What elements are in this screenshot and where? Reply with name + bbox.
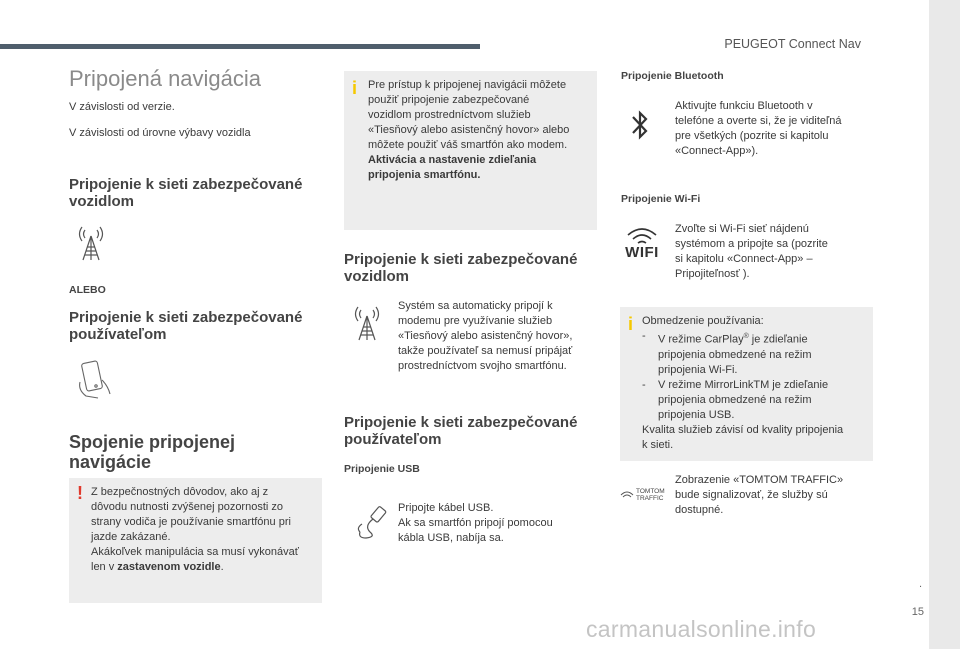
header-brand: PEUGEOT Connect Nav	[724, 37, 861, 51]
or-label: ALEBO	[69, 284, 106, 296]
antenna-icon	[74, 224, 108, 262]
bluetooth-icon	[630, 108, 650, 142]
antenna-icon	[350, 304, 384, 342]
equipment-note: V závislosti od úrovne výbavy vozidla	[69, 127, 251, 139]
wifi-heading: Pripojenie Wi-Fi	[621, 193, 701, 205]
warning-icon: !	[77, 483, 83, 503]
usage-limits-box	[620, 307, 873, 461]
middle-section-user-heading: Pripojenie k sieti zabezpečované používateľom	[344, 414, 578, 448]
warning-box	[69, 478, 322, 603]
usb-heading: Pripojenie USB	[344, 463, 420, 475]
bluetooth-heading: Pripojenie Bluetooth	[621, 70, 724, 82]
middle-section-vehicle-heading: Pripojenie k sieti zabezpečované vozidlom	[344, 251, 578, 285]
usb-text: Pripojte kábel USB. Ak sa smartfón pripojí pomocou kábla USB, nabíja sa.	[398, 502, 553, 544]
header-bar	[0, 44, 480, 49]
info-access-text: Pre prístup k pripojenej navigácii môžete použiť pripojenie zabezpečované vozidlom prostredníctvom služieb «Tiesňový alebo asistenčný hovor» alebo môžete použiť váš smartfón ako modem. Aktivácia a nastavenie zdieľania pripojenia smartfónu.	[368, 79, 570, 181]
wifi-icon: WIFI	[620, 226, 664, 261]
page-edge-band	[929, 0, 960, 649]
page-title: Pripojená navigácia	[69, 66, 262, 91]
wifi-text: Zvoľte si Wi-Fi sieť nájdenú systémom a pripojte sa (pozrite si kapitolu «Connect-App» – Pripojiteľnosť ).	[675, 223, 828, 280]
tomtom-text: Zobrazenie «TOMTOM TRAFFIC» bude signalizovať, že služby sú dostupné.	[675, 474, 844, 516]
warning-text: Z bezpečnostných dôvodov, ako aj z dôvodu nutnosti zvýšenej pozornosti zo strany vodiča je používanie smartfónu pri jazde zakázané. Akákoľvek manipulácia sa musí vykonávať len v zastavenom vozidle.	[91, 486, 299, 573]
usb-cable-icon	[354, 504, 390, 540]
continue-marker: .	[918, 578, 922, 590]
smartphone-hand-icon	[74, 358, 116, 400]
info-icon: i	[628, 314, 634, 334]
info-box-access	[344, 71, 597, 230]
section-user-heading: Pripojenie k sieti zabezpečované používateľom	[69, 309, 303, 343]
page-number: 15	[911, 606, 924, 618]
version-note: V závislosti od verzie.	[69, 101, 175, 113]
vehicle-connection-text: Systém sa automaticky pripojí k modemu pre využívanie služieb «Tiesňový alebo asistenčný hovor», takže používateľ sa nemusí pripájať prostredníctvom svojho smartfónu.	[398, 300, 573, 372]
usage-limits-text: Obmedzenie používania: - V režime CarPlay® je zdieľanie pripojenia obmedzené na režim pripojenia Wi-Fi. - V režime MirrorLinkTM je zdieľanie pripojenia obmedzené na režim pripojenia USB. Kvalita služieb závisí od kvality pripojenia k sieti.	[642, 315, 844, 451]
bluetooth-text: Aktivujte funkciu Bluetooth v telefóne a overte si, že je viditeľná pre všetkých (pozrite si kapitolu «Connect-App»).	[675, 100, 842, 157]
section-connect-heading: Spojenie pripojenej navigácie	[69, 432, 236, 472]
info-icon: i	[352, 78, 358, 98]
section-vehicle-heading: Pripojenie k sieti zabezpečované vozidlom	[69, 176, 303, 210]
watermark: carmanualsonline.info	[586, 616, 817, 642]
